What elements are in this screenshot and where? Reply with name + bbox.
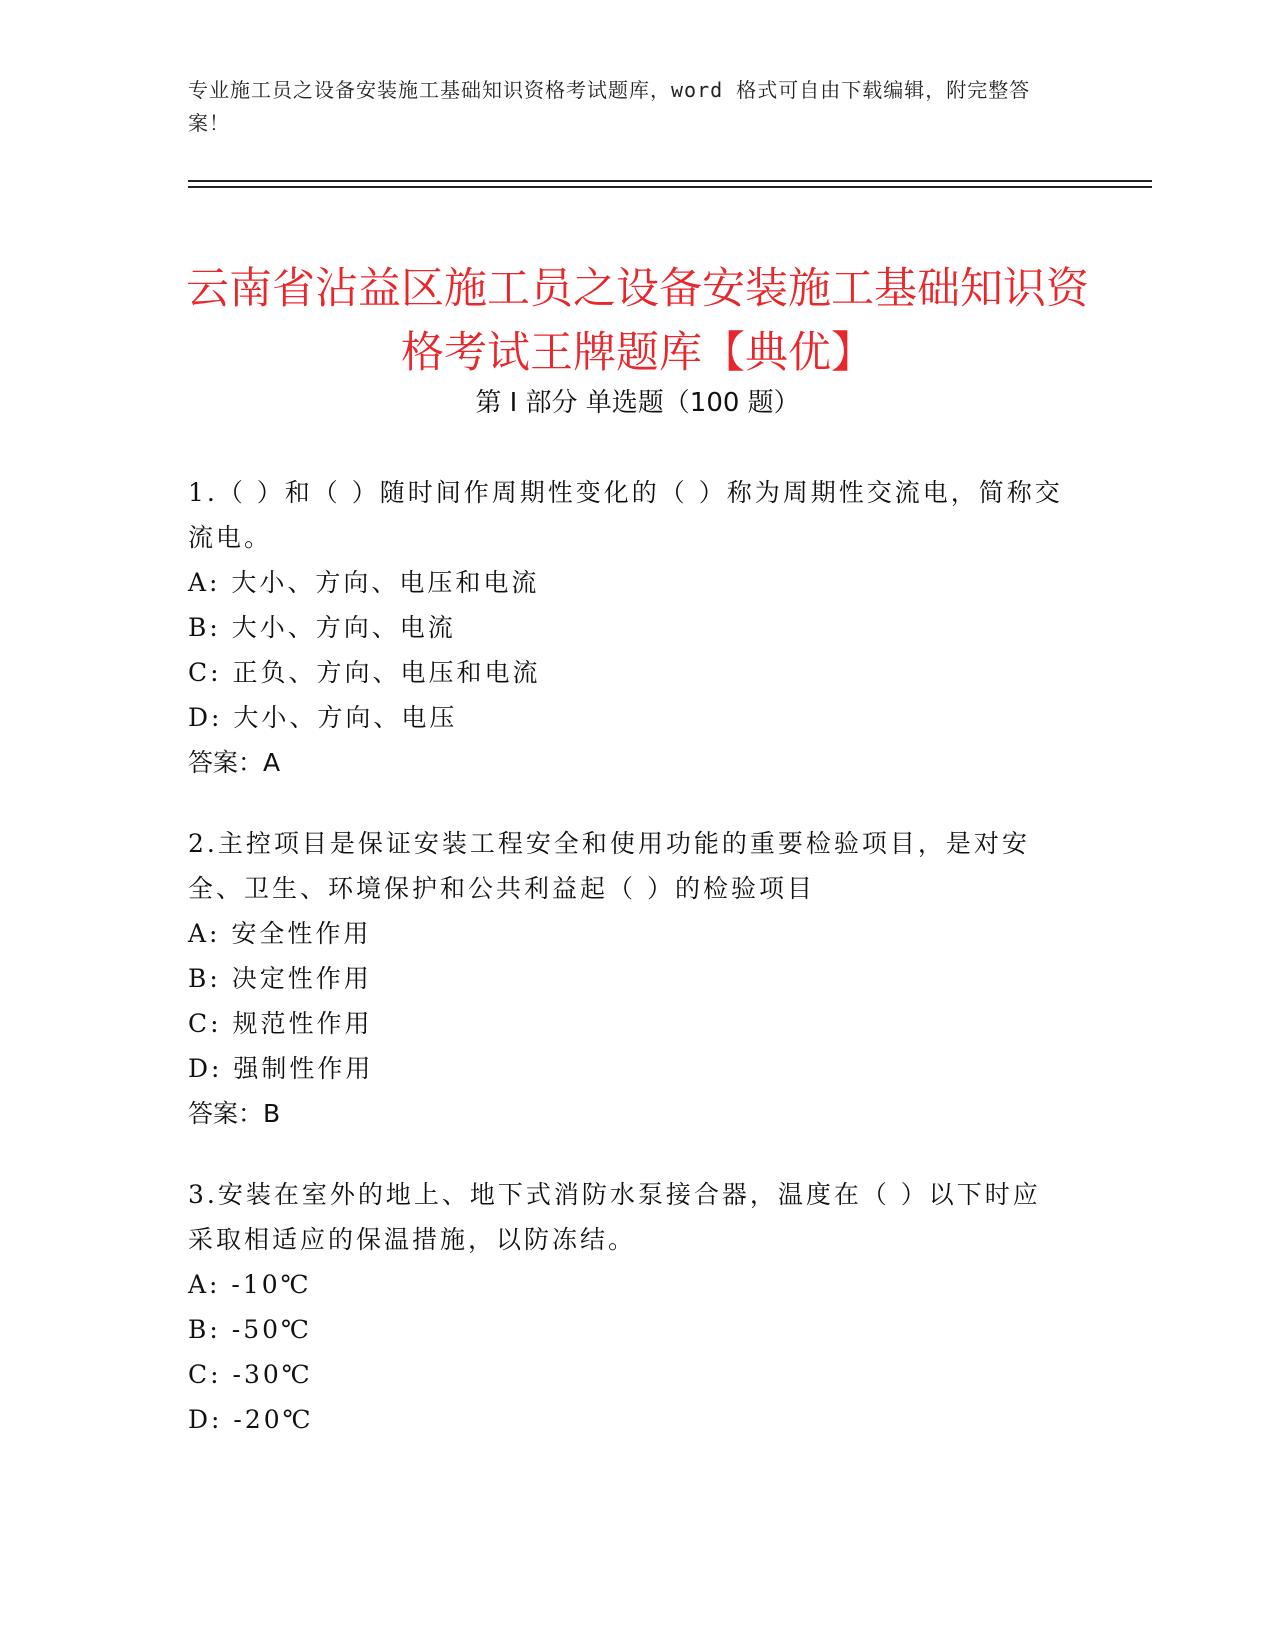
question-item bbox=[188, 470, 1068, 785]
option-a: A: 大小、方向、电压和电流 bbox=[188, 568, 540, 597]
option-c: C: 正负、方向、电压和电流 bbox=[188, 658, 541, 687]
option-c: C: -30℃ bbox=[188, 1360, 313, 1389]
option-d: D: -20℃ bbox=[188, 1405, 314, 1434]
section-title: 第 I 部分 单选题（100 题） bbox=[475, 388, 800, 418]
question-stem: 3.安装在室外的地上、地下式消防水泵接合器，温度在（ ）以下时应采取相适应的保温措施，以防冻结。 bbox=[188, 1180, 1041, 1254]
question-stem: 2.主控项目是保证安装工程安全和使用功能的重要检验项目，是对安全、卫生、环境保护和公共利益起（ ）的检验项目 bbox=[188, 829, 1030, 903]
question-list bbox=[188, 470, 1068, 1478]
option-d: D: 强制性作用 bbox=[188, 1054, 374, 1083]
option-d: D: 大小、方向、电压 bbox=[188, 703, 458, 732]
option-b: B: 大小、方向、电流 bbox=[188, 613, 456, 642]
option-b: B: 决定性作用 bbox=[188, 964, 372, 993]
answer: 答案：A bbox=[188, 748, 281, 777]
option-a: A: 安全性作用 bbox=[188, 919, 372, 948]
document-title: 云南省沾益区施工员之设备安装施工基础知识资格考试王牌题库【典优】 bbox=[186, 263, 1089, 378]
question-item bbox=[188, 821, 1068, 1136]
header-note: 专业施工员之设备安装施工基础知识资格考试题库，word 格式可自由下载编辑，附完整答案！ bbox=[188, 78, 1031, 135]
option-b: B: -50℃ bbox=[188, 1315, 312, 1344]
option-a: A: -10℃ bbox=[188, 1270, 312, 1299]
header-divider-bottom bbox=[188, 186, 1152, 188]
question-item bbox=[188, 1172, 1068, 1442]
answer: 答案：B bbox=[188, 1099, 281, 1128]
header-divider-top bbox=[188, 180, 1152, 182]
question-stem: 1.（ ）和（ ）随时间作周期性变化的（ ）称为周期性交流电，简称交流电。 bbox=[188, 478, 1063, 552]
option-c: C: 规范性作用 bbox=[188, 1009, 373, 1038]
